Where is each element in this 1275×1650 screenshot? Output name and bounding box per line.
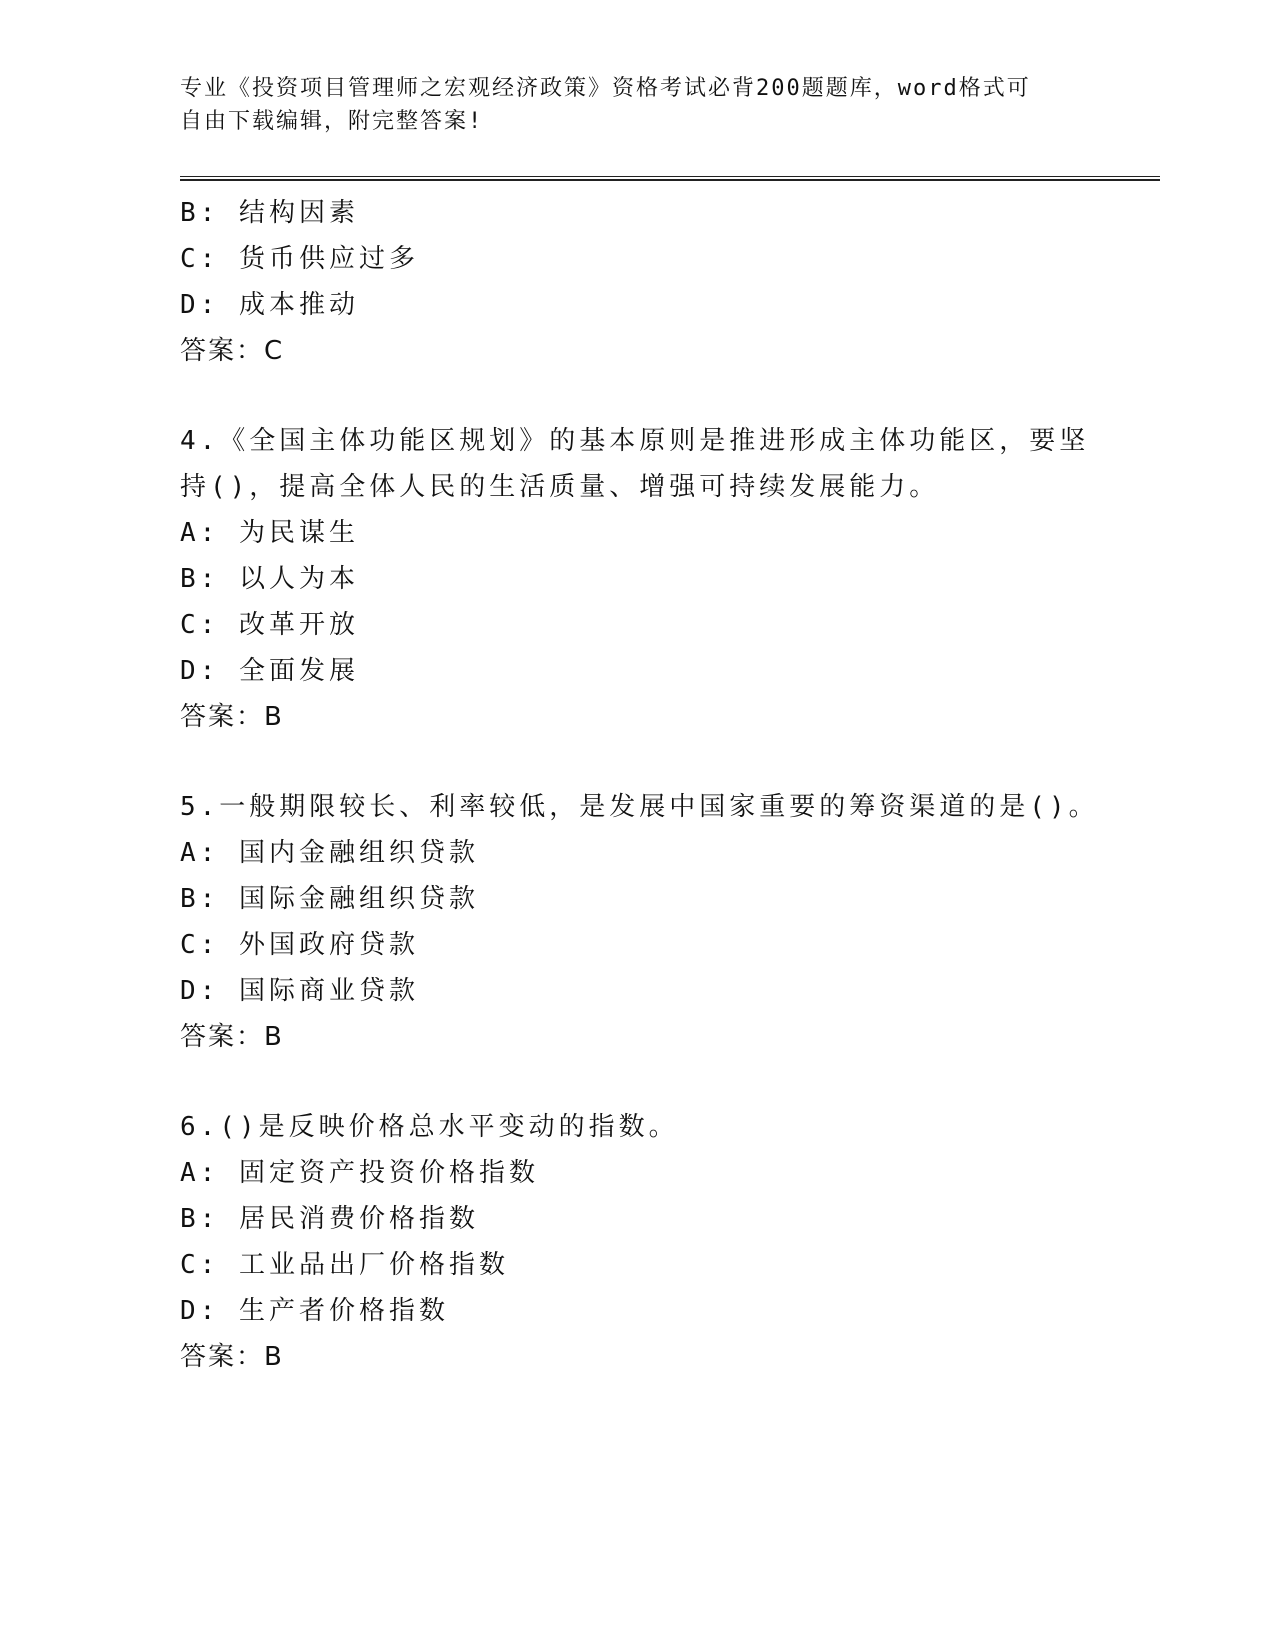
option-d: D: 成本推动 xyxy=(180,290,359,320)
option-b: B: 国际金融组织贷款 xyxy=(180,884,479,914)
header-divider xyxy=(180,176,1160,181)
option-a: A: 为民谋生 xyxy=(180,518,359,548)
question-content xyxy=(180,190,1099,1380)
option-d: D: 国际商业贷款 xyxy=(180,976,419,1006)
header-line-1: 专业《投资项目管理师之宏观经济政策》资格考试必背200题题库，word格式可 xyxy=(180,76,1031,101)
header-line-2: 自由下载编辑，附完整答案! xyxy=(180,109,484,134)
option-c: C: 改革开放 xyxy=(180,610,359,640)
question-stem-line-1: 5.一般期限较长、利率较低，是发展中国家重要的筹资渠道的是()。 xyxy=(180,792,1099,822)
answer-text: 答案：C xyxy=(180,336,285,366)
spacer xyxy=(180,740,1080,784)
question-6 xyxy=(180,1104,1080,1380)
option-c: C: 货币供应过多 xyxy=(180,244,419,274)
answer-text: 答案：B xyxy=(180,702,284,732)
question-3-continued xyxy=(180,190,1080,374)
option-b: B: 结构因素 xyxy=(180,198,359,228)
option-b: B: 以人为本 xyxy=(180,564,359,594)
option-c: C: 工业品出厂价格指数 xyxy=(180,1250,509,1280)
question-stem-line-1: 4.《全国主体功能区规划》的基本原则是推进形成主体功能区，要坚 xyxy=(180,426,1090,456)
option-d: D: 生产者价格指数 xyxy=(180,1296,449,1326)
option-a: A: 固定资产投资价格指数 xyxy=(180,1158,539,1188)
question-stem-line-2: 持()，提高全体人民的生活质量、增强可持续发展能力。 xyxy=(180,472,940,502)
option-b: B: 居民消费价格指数 xyxy=(180,1204,479,1234)
question-5 xyxy=(180,784,1099,1060)
option-c: C: 外国政府贷款 xyxy=(180,930,419,960)
option-a: A: 国内金融组织贷款 xyxy=(180,838,479,868)
answer-text: 答案：B xyxy=(180,1342,284,1372)
question-stem-line-1: 6.()是反映价格总水平变动的指数。 xyxy=(180,1112,679,1142)
spacer xyxy=(180,374,1080,418)
option-d: D: 全面发展 xyxy=(180,656,359,686)
spacer xyxy=(180,1060,1080,1104)
document-header xyxy=(180,72,1080,138)
answer-text: 答案：B xyxy=(180,1022,284,1052)
question-4 xyxy=(180,418,1090,740)
